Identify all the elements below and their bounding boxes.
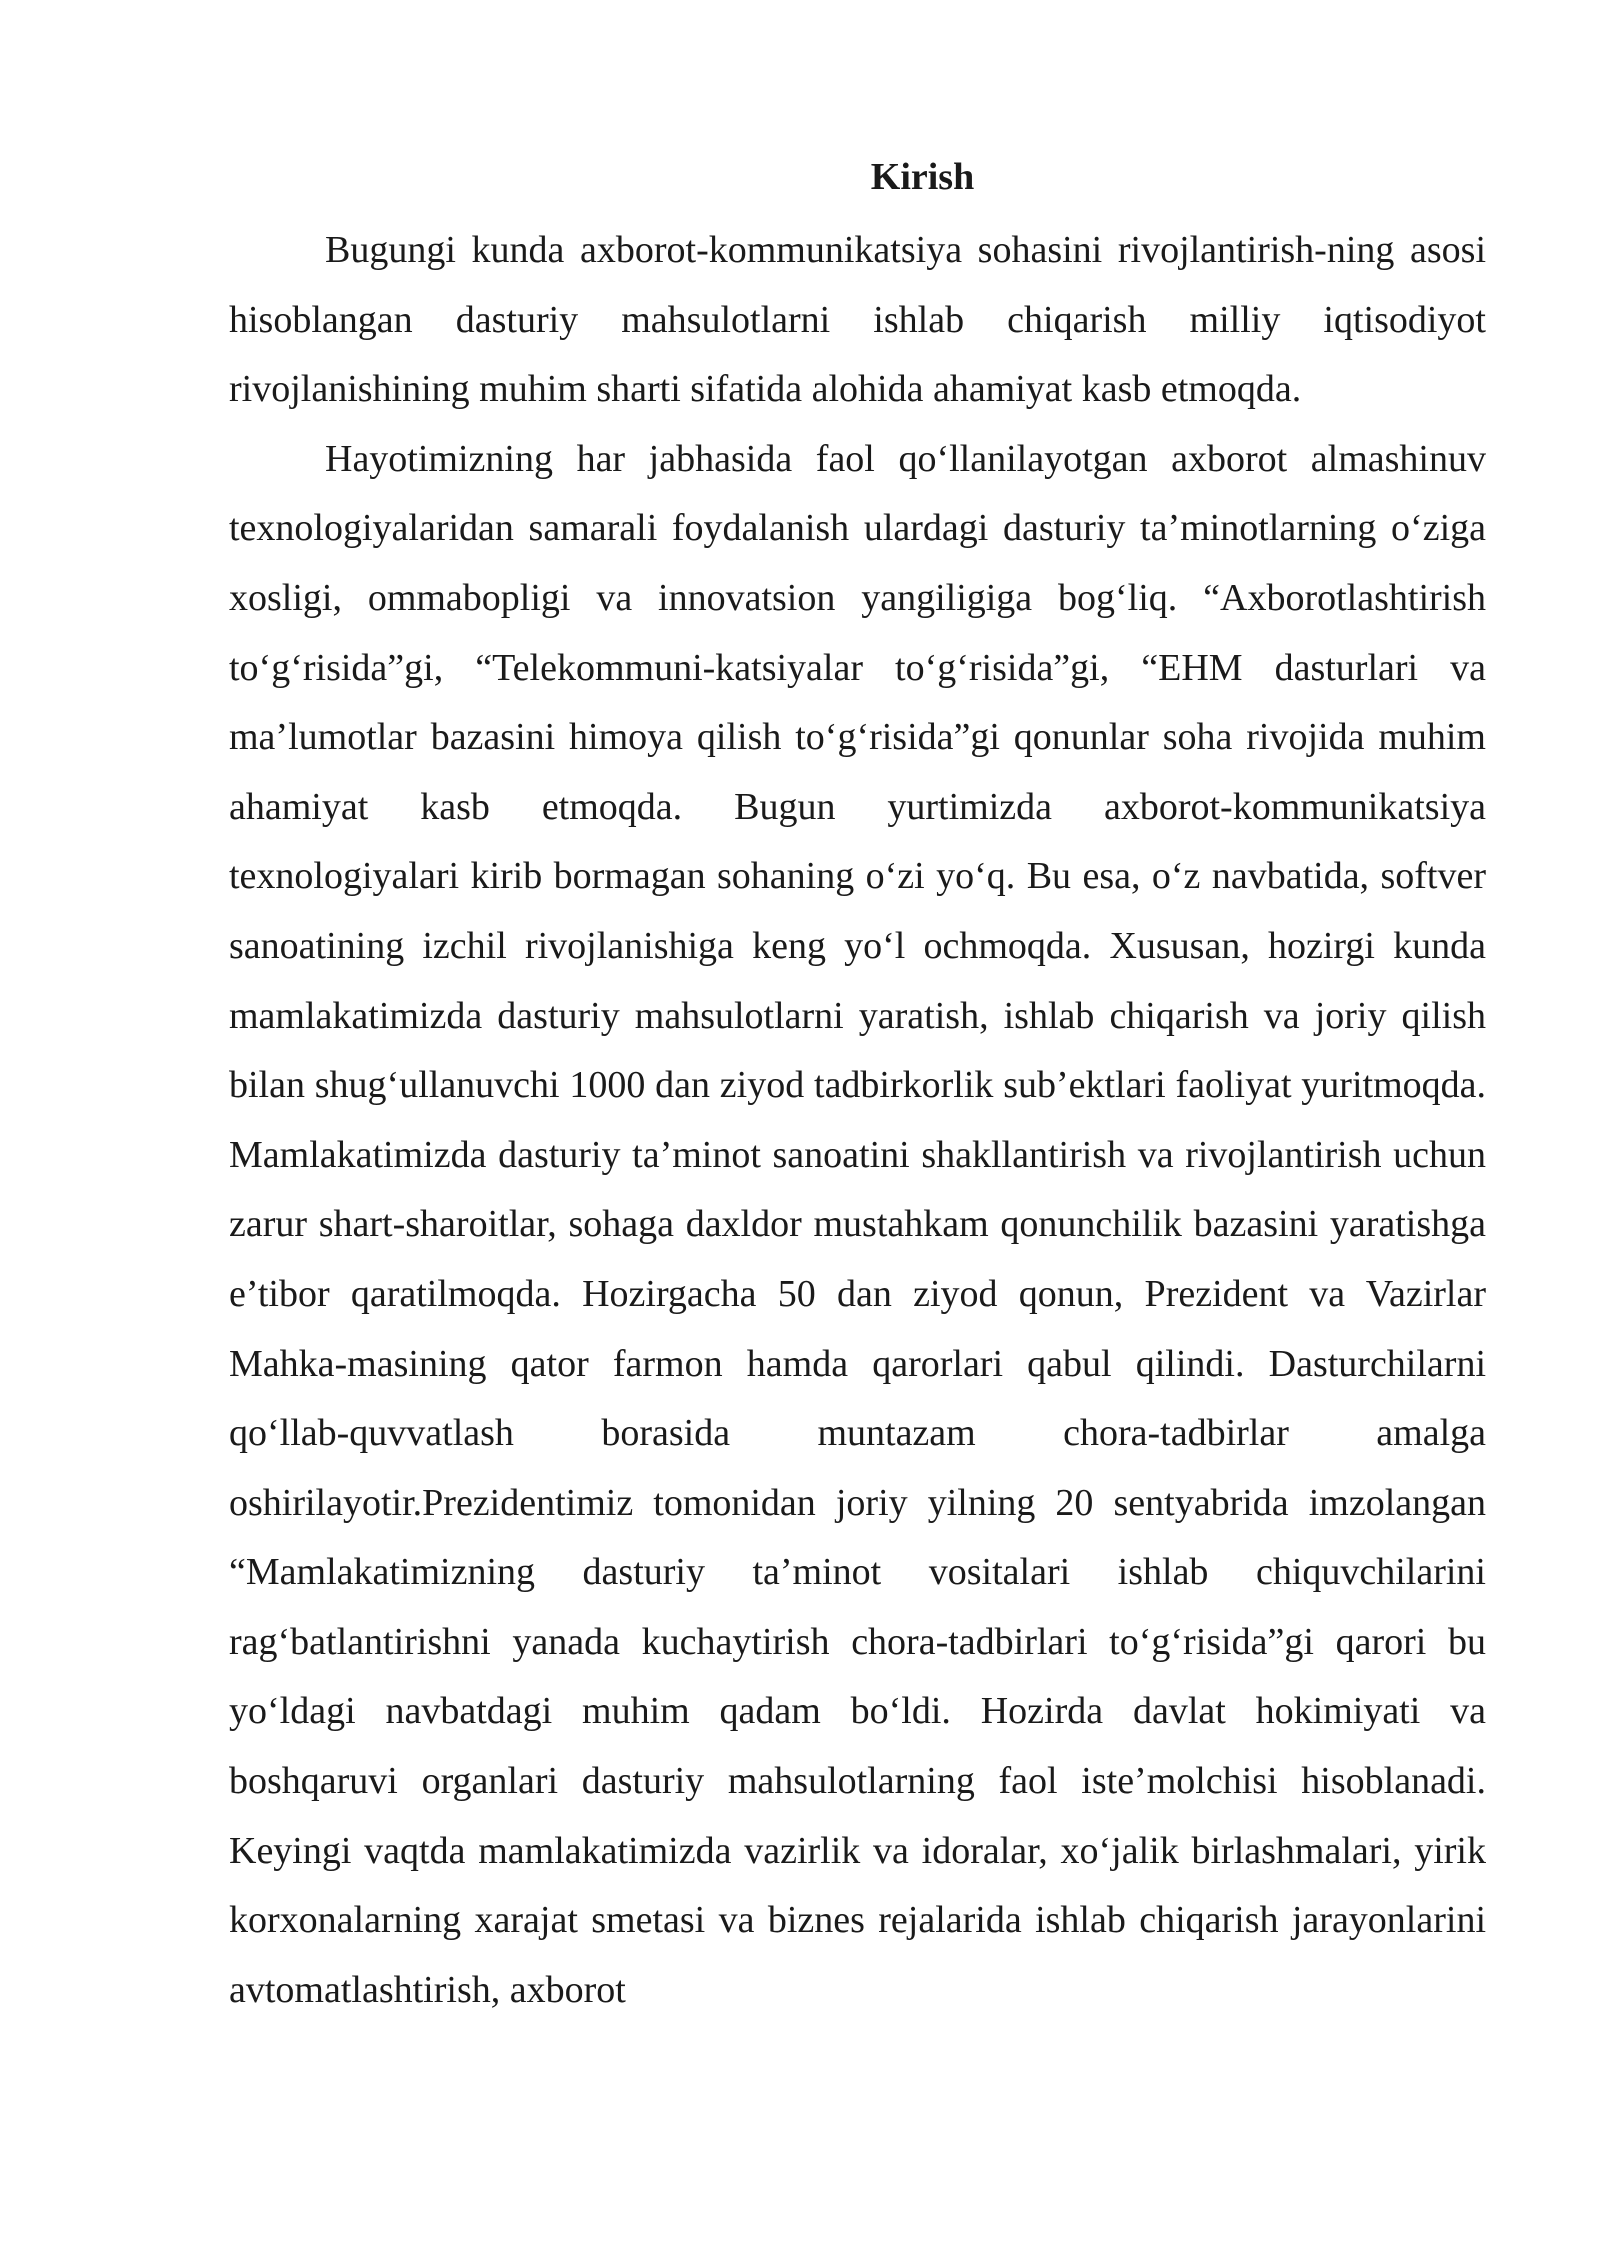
document-body (229, 138, 1486, 2025)
document-title: Kirish (870, 156, 975, 198)
paragraph-main: Hayotimizning har jabhasida faol qo‘llanilayotgan axborot almashinuv texnologiyalaridan samarali foydalanish ulardagi dasturiy ta’minotlarning o‘ziga xosligi, ommabopligi va innovatsion yangiligiga bog‘liq. “Axborotlashtirish to‘g‘risida”gi, “Telekommuni-katsiyalar to‘g‘risida”gi, “EHM dasturlari va ma’lumotlar bazasini himoya qilish to‘g‘risida”gi qonunlar soha rivojida muhim ahamiyat kasb etmoqda. Bugun yurtimizda axborot-kommunikatsiya texnologiyalari kirib bormagan sohaning o‘zi yo‘q. Bu esa, o‘z navbatida, softver sanoatining izchil rivojlanishiga keng yo‘l ochmoqda. Xususan, hozirgi kunda mamlakatimizda dasturiy mahsulotlarni yaratish, ishlab chiqarish va joriy qilish bilan shug‘ullanuvchi 1000 dan ziyod tadbirkorlik sub’ektlari faoliyat yuritmoqda. Mamlakatimizda dasturiy ta’minot sanoatini shakllantirish va rivojlantirish uchun zarur shart-sharoitlar, sohaga daxldor mustahkam qonunchilik bazasini yaratishga e’tibor qaratilmoqda. Hozirgacha 50 dan ziyod qonun, Prezident va Vazirlar Mahka-masining qator farmon hamda qarorlari qabul qilindi. Dasturchilarni qo‘llab-quvvatlash borasida muntazam chora-tadbirlar amalga oshirilayotir.Prezidentimiz tomonidan joriy yilning 20 sentyabrida imzolangan “Mamlakatimizning dasturiy ta’minot vositalari ishlab chiquvchilarini rag‘batlantirishni yanada kuchaytirish chora-tadbirlari to‘g‘risida”gi qarori bu yo‘ldagi navbatdagi muhim qadam bo‘ldi. Hozirda davlat hokimiyati va boshqaruvi organlari dasturiy mahsulotlarning faol iste’molchisi hisoblanadi. Keyingi vaqtda mamlakatimizda vazirlik va idoralar, xo‘jalik birlashmalari, yirik korxonalarning xarajat smetasi va biznes rejalarida ishlab chiqarish jarayonlarini avtomatlashtirish, axborot (229, 437, 1486, 2011)
paragraph-intro: Bugungi kunda axborot-kommunikatsiya sohasini rivojlantirish-ning asosi hisoblangan dasturiy mahsulotlarni ishlab chiqarish milliy iqtisodiyot rivojlanishining muhim sharti sifatida alohida ahamiyat kasb etmoqda. (229, 229, 1486, 411)
